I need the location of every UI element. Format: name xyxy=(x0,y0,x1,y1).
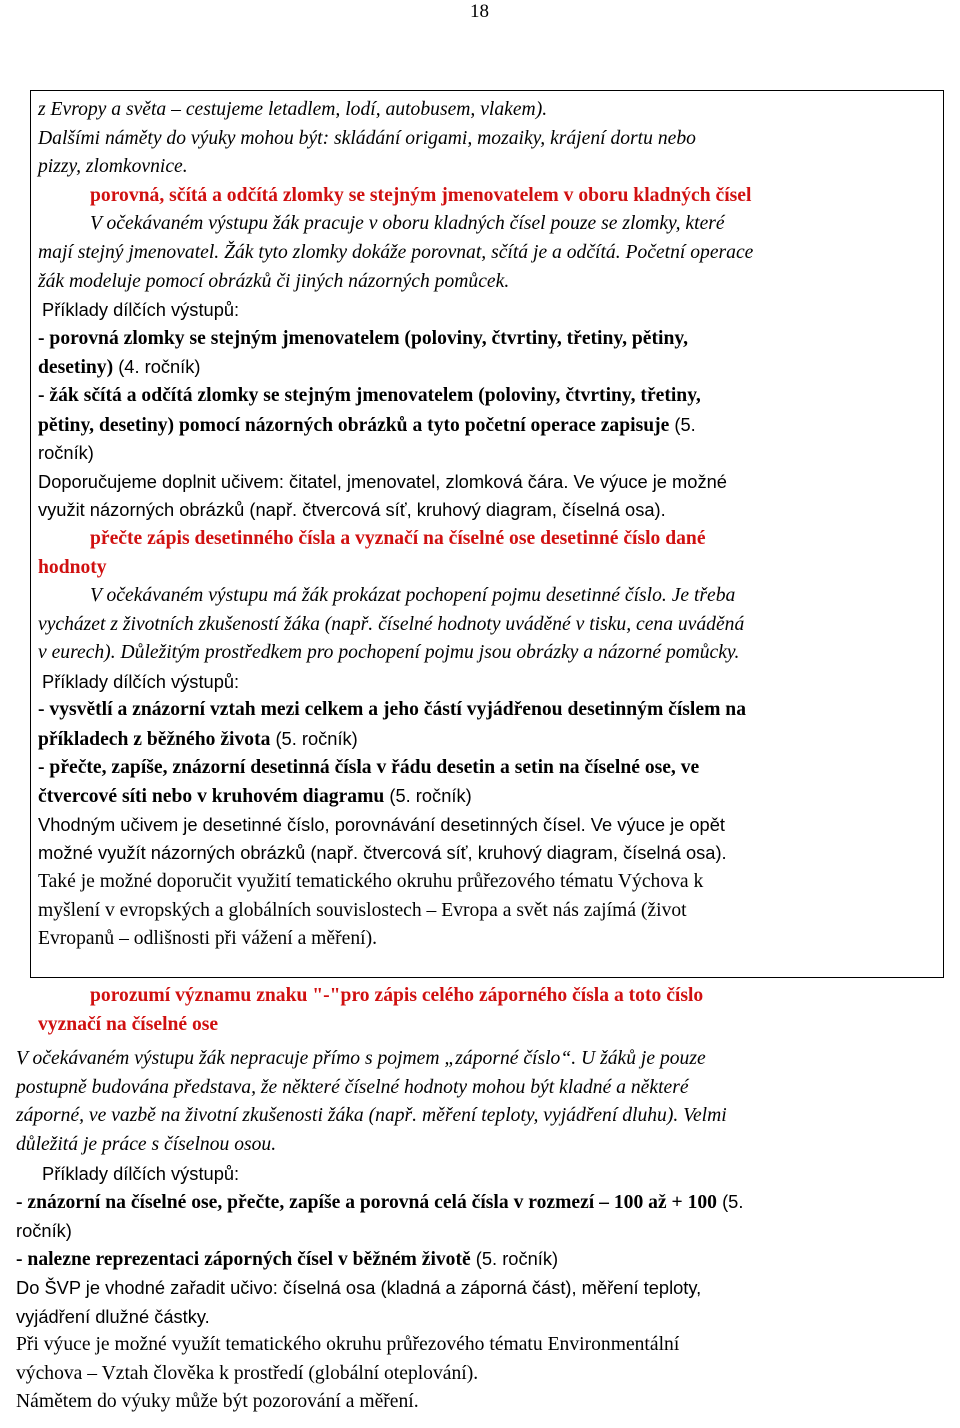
text-line: - přečte, zapíše, znázorní desetinná čísla v řádu desetin a setin na číselné ose, ve xyxy=(38,756,700,778)
text-line xyxy=(38,725,753,754)
text-bold: - znázorní na číselné ose, přečte, zapíše a porovná celá čísla v rozmezí – 100 až + 100 xyxy=(16,1192,717,1214)
text-line: vyjádření dlužné částky. xyxy=(16,1305,210,1327)
grade-label: (5. xyxy=(669,413,696,435)
text-bold: desetiny) xyxy=(38,357,114,379)
text-line: Při výuce je možné využít tematického okruhu průřezového tématu Environmentální xyxy=(16,1334,680,1356)
text-line: V očekávaném výstupu žák pracuje v oboru kladných čísel pouze se zlomky, které xyxy=(90,213,725,235)
text-line: Vhodným učivem je desetinné číslo, porovnávání desetinných čísel. Ve výuce je opět xyxy=(38,813,725,835)
text-line: Dalšími náměty do výuky mohou být: skládání origami, mozaiky, krájení dortu nebo xyxy=(38,127,696,149)
outcome-heading: vyznačí na číselné ose xyxy=(38,1013,219,1035)
text-line: - vysvětlí a znázorní vztah mezi celkem a jeho částí vyjádřenou desetinným číslem na xyxy=(38,699,746,721)
text-line: Doporučujeme doplnit učivem: čitatel, jmenovatel, zlomková čára. Ve výuce je možné xyxy=(38,470,727,492)
text-line xyxy=(38,782,753,811)
text-bold: čtvercové síti nebo v kruhovém diagramu xyxy=(38,786,385,808)
page-number: 18 xyxy=(470,1,489,22)
text-line: možné využít názorných obrázků (např. čtvercová síť, kruhový diagram, číselná osa). xyxy=(38,842,727,864)
text-line: využit názorných obrázků (např. čtvercová síť, kruhový diagram, číselná osa). xyxy=(38,499,666,521)
text-line xyxy=(38,411,753,440)
grade-label: (5. ročník) xyxy=(384,785,472,807)
text-line: postupně budována představa, že některé číselné hodnoty mohou být kladné a některé xyxy=(16,1076,689,1098)
text-bold: pětiny, desetiny) pomocí názorných obrázků a tyto početní operace zapisuje xyxy=(38,414,670,436)
text-line: ročník) xyxy=(16,1219,72,1241)
examples-heading: Příklady dílčích výstupů: xyxy=(42,670,240,692)
text-line: V očekávaném výstupu má žák prokázat pochopení pojmu desetinné číslo. Je třeba xyxy=(90,585,736,607)
outcome-heading: porovná, sčítá a odčítá zlomky se stejným jmenovatelem v oboru kladných čísel xyxy=(90,184,752,206)
text-line: výchova – Vztah člověka k prostředí (globální oteplování). xyxy=(16,1362,479,1384)
text-line: důležitá je práce s číselnou osou. xyxy=(16,1133,277,1155)
text-line: Evropanů – odlišnosti při vážení a měření). xyxy=(38,928,377,950)
outcome-heading: porozumí významu znaku "-"pro zápis celého záporného čísla a toto číslo xyxy=(90,985,704,1006)
grade-label: (5. ročník) xyxy=(470,1248,559,1270)
text-line: žák modeluje pomocí obrázků či jiných názorných pomůcek. xyxy=(38,270,510,292)
text-line xyxy=(16,1245,743,1274)
text-line: Také je možné doporučit využití tematického okruhu průřezového tématu Výchova k xyxy=(38,871,704,893)
examples-heading: Příklady dílčích výstupů: xyxy=(42,1162,240,1184)
text-line: ročník) xyxy=(38,442,94,464)
grade-label: (4. ročník) xyxy=(113,356,201,378)
text-line: Do ŠVP je vhodné zařadit učivo: číselná osa (kladná a záporná část), měření teploty, xyxy=(16,1276,702,1298)
text-line: V očekávaném výstupu žák nepracuje přímo s pojmem „záporné číslo“. U žáků je pouze xyxy=(16,1048,706,1070)
text-line: v eurech). Důležitým prostředkem pro pochopení pojmu jsou obrázky a názorné pomůcky. xyxy=(38,642,740,664)
text-line: Námětem do výuky může být pozorování a měření. xyxy=(16,1391,419,1413)
text-line: pizzy, zlomkovnice. xyxy=(38,156,188,178)
text-line: záporné, ve vazbě na životní zkušenosti žáka (např. měření teploty, vyjádření dluhu). Velmi xyxy=(16,1105,727,1127)
text-line: vycházet z životních zkušeností žáka (např. číselné hodnoty uváděné v tisku, cena uváděná xyxy=(38,613,745,635)
text-line: - porovná zlomky se stejným jmenovatelem (poloviny, čtvrtiny, třetiny, pětiny, xyxy=(38,327,688,349)
text-line: z Evropy a světa – cestujeme letadlem, lodí, autobusem, vlakem). xyxy=(38,99,548,120)
examples-heading: Příklady dílčích výstupů: xyxy=(42,299,240,321)
text-line: mají stejný jmenovatel. Žák tyto zlomky dokáže porovnat, sčítá je a odčítá. Početní operace xyxy=(38,241,754,263)
upper-section xyxy=(38,96,753,954)
outcome-heading: přečte zápis desetinného čísla a vyznačí na číselné ose desetinné číslo dané xyxy=(90,527,706,549)
outcome-heading: hodnoty xyxy=(38,556,107,578)
text-bold: - nalezne reprezentaci záporných čísel v běžném životě xyxy=(16,1249,471,1271)
lower-section xyxy=(16,982,743,1417)
grade-label: (5. xyxy=(716,1191,744,1213)
text-line xyxy=(16,1188,743,1217)
text-line: myšlení v evropských a globálních souvislostech – Evropa a svět nás zajímá (život xyxy=(38,899,687,921)
text-bold: příkladech z běžného života xyxy=(38,729,271,751)
text-line xyxy=(38,353,753,382)
text-line: - žák sčítá a odčítá zlomky se stejným jmenovatelem (poloviny, čtvrtiny, třetiny, xyxy=(38,384,701,406)
grade-label: (5. ročník) xyxy=(270,728,358,750)
